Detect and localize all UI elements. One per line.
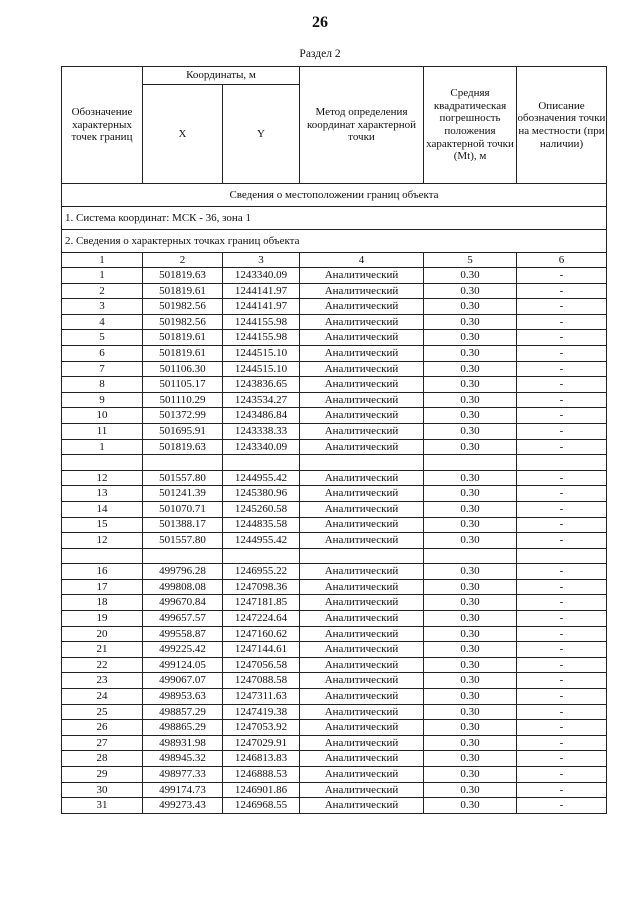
table-row xyxy=(62,486,607,502)
point-name-cell: 13 xyxy=(62,486,143,502)
y-cell: 1247056.58 xyxy=(223,657,300,673)
y-cell: 1244141.97 xyxy=(223,299,300,315)
table-row xyxy=(62,517,607,533)
description-cell: - xyxy=(517,673,607,689)
y-cell: 1247311.63 xyxy=(223,689,300,705)
point-name-cell: 10 xyxy=(62,408,143,424)
y-cell: 1246968.55 xyxy=(223,798,300,814)
table-row xyxy=(62,299,607,315)
table-body xyxy=(62,268,607,814)
y-cell: 1244155.98 xyxy=(223,314,300,330)
x-cell: 501819.63 xyxy=(143,268,223,284)
x-cell: 499796.28 xyxy=(143,564,223,580)
table-row xyxy=(62,782,607,798)
method-cell: Аналитический xyxy=(300,704,424,720)
boundary-points-table xyxy=(61,66,607,814)
accuracy-cell: 0.30 xyxy=(424,501,517,517)
accuracy-cell: 0.30 xyxy=(424,345,517,361)
description-cell: - xyxy=(517,533,607,549)
x-cell: 501241.39 xyxy=(143,486,223,502)
table-row xyxy=(62,798,607,814)
y-cell: 1243534.27 xyxy=(223,392,300,408)
blank-row xyxy=(62,548,607,564)
method-cell: Аналитический xyxy=(300,533,424,549)
point-name-cell: 24 xyxy=(62,689,143,705)
point-name-cell: 19 xyxy=(62,611,143,627)
point-name-cell: 11 xyxy=(62,423,143,439)
point-name-cell: 16 xyxy=(62,564,143,580)
x-cell: 499067.07 xyxy=(143,673,223,689)
empty-cell xyxy=(424,455,517,471)
point-name-cell: 26 xyxy=(62,720,143,736)
y-cell: 1247419.38 xyxy=(223,704,300,720)
method-cell: Аналитический xyxy=(300,439,424,455)
header-y: Y xyxy=(223,85,300,184)
accuracy-cell: 0.30 xyxy=(424,626,517,642)
table-row xyxy=(62,564,607,580)
table-row xyxy=(62,579,607,595)
method-cell: Аналитический xyxy=(300,767,424,783)
y-cell: 1247160.62 xyxy=(223,626,300,642)
accuracy-cell: 0.30 xyxy=(424,423,517,439)
x-cell: 499670.84 xyxy=(143,595,223,611)
accuracy-cell: 0.30 xyxy=(424,486,517,502)
method-cell: Аналитический xyxy=(300,564,424,580)
description-cell: - xyxy=(517,704,607,720)
accuracy-cell: 0.30 xyxy=(424,283,517,299)
table-row xyxy=(62,767,607,783)
accuracy-cell: 0.30 xyxy=(424,377,517,393)
method-cell: Аналитический xyxy=(300,470,424,486)
method-cell: Аналитический xyxy=(300,330,424,346)
method-cell: Аналитический xyxy=(300,486,424,502)
table-row xyxy=(62,501,607,517)
y-cell: 1246955.22 xyxy=(223,564,300,580)
table-row xyxy=(62,704,607,720)
table-title: Сведения о местоположении границ объекта xyxy=(62,184,607,207)
x-cell: 501070.71 xyxy=(143,501,223,517)
method-cell: Аналитический xyxy=(300,673,424,689)
x-cell: 501695.91 xyxy=(143,423,223,439)
method-cell: Аналитический xyxy=(300,782,424,798)
y-cell: 1244515.10 xyxy=(223,345,300,361)
point-name-cell: 12 xyxy=(62,470,143,486)
y-cell: 1247053.92 xyxy=(223,720,300,736)
x-cell: 499657.57 xyxy=(143,611,223,627)
point-name-cell: 31 xyxy=(62,798,143,814)
method-cell: Аналитический xyxy=(300,361,424,377)
method-cell: Аналитический xyxy=(300,408,424,424)
method-cell: Аналитический xyxy=(300,268,424,284)
x-cell: 501110.29 xyxy=(143,392,223,408)
description-cell: - xyxy=(517,486,607,502)
method-cell: Аналитический xyxy=(300,626,424,642)
coordinate-system: 1. Система координат: МСК - 36, зона 1 xyxy=(62,207,607,230)
x-cell: 501819.61 xyxy=(143,283,223,299)
accuracy-cell: 0.30 xyxy=(424,611,517,627)
x-cell: 499174.73 xyxy=(143,782,223,798)
description-cell: - xyxy=(517,626,607,642)
y-cell: 1247098.36 xyxy=(223,579,300,595)
point-name-cell: 3 xyxy=(62,299,143,315)
accuracy-cell: 0.30 xyxy=(424,657,517,673)
x-cell: 501557.80 xyxy=(143,533,223,549)
accuracy-cell: 0.30 xyxy=(424,439,517,455)
point-name-cell: 28 xyxy=(62,751,143,767)
x-cell: 501388.17 xyxy=(143,517,223,533)
accuracy-cell: 0.30 xyxy=(424,704,517,720)
x-cell: 499273.43 xyxy=(143,798,223,814)
description-cell: - xyxy=(517,689,607,705)
y-cell: 1243340.09 xyxy=(223,268,300,284)
accuracy-cell: 0.30 xyxy=(424,595,517,611)
point-name-cell: 15 xyxy=(62,517,143,533)
description-cell: - xyxy=(517,361,607,377)
method-cell: Аналитический xyxy=(300,377,424,393)
table-row xyxy=(62,377,607,393)
y-cell: 1244955.42 xyxy=(223,470,300,486)
method-cell: Аналитический xyxy=(300,595,424,611)
accuracy-cell: 0.30 xyxy=(424,798,517,814)
y-cell: 1245260.58 xyxy=(223,501,300,517)
point-name-cell: 9 xyxy=(62,392,143,408)
method-cell: Аналитический xyxy=(300,314,424,330)
description-cell: - xyxy=(517,470,607,486)
table-row xyxy=(62,533,607,549)
y-cell: 1247029.91 xyxy=(223,735,300,751)
description-cell: - xyxy=(517,657,607,673)
method-cell: Аналитический xyxy=(300,423,424,439)
table-row xyxy=(62,657,607,673)
empty-cell xyxy=(223,548,300,564)
header-coordinates: Координаты, м xyxy=(143,67,300,85)
point-name-cell: 14 xyxy=(62,501,143,517)
header-accuracy: Средняя квадратическая погрешность положения характерной точки (Mt), м xyxy=(424,67,517,184)
description-cell: - xyxy=(517,579,607,595)
description-cell: - xyxy=(517,798,607,814)
accuracy-cell: 0.30 xyxy=(424,689,517,705)
column-number: 3 xyxy=(223,253,300,268)
description-cell: - xyxy=(517,720,607,736)
column-number: 6 xyxy=(517,253,607,268)
y-cell: 1244155.98 xyxy=(223,330,300,346)
y-cell: 1244955.42 xyxy=(223,533,300,549)
description-cell: - xyxy=(517,595,607,611)
x-cell: 499124.05 xyxy=(143,657,223,673)
description-cell: - xyxy=(517,268,607,284)
accuracy-cell: 0.30 xyxy=(424,268,517,284)
x-cell: 498857.29 xyxy=(143,704,223,720)
y-cell: 1246888.53 xyxy=(223,767,300,783)
x-cell: 501982.56 xyxy=(143,299,223,315)
point-name-cell: 7 xyxy=(62,361,143,377)
y-cell: 1243486.84 xyxy=(223,408,300,424)
table-row xyxy=(62,720,607,736)
column-number: 4 xyxy=(300,253,424,268)
method-cell: Аналитический xyxy=(300,657,424,673)
accuracy-cell: 0.30 xyxy=(424,392,517,408)
x-cell: 501557.80 xyxy=(143,470,223,486)
point-name-cell: 5 xyxy=(62,330,143,346)
method-cell: Аналитический xyxy=(300,751,424,767)
x-cell: 501819.61 xyxy=(143,345,223,361)
point-name-cell: 21 xyxy=(62,642,143,658)
table-row xyxy=(62,626,607,642)
accuracy-cell: 0.30 xyxy=(424,314,517,330)
point-name-cell: 1 xyxy=(62,268,143,284)
x-cell: 499558.87 xyxy=(143,626,223,642)
point-name-cell: 8 xyxy=(62,377,143,393)
y-cell: 1247224.64 xyxy=(223,611,300,627)
empty-cell xyxy=(517,548,607,564)
method-cell: Аналитический xyxy=(300,611,424,627)
x-cell: 501105.17 xyxy=(143,377,223,393)
accuracy-cell: 0.30 xyxy=(424,408,517,424)
point-name-cell: 1 xyxy=(62,439,143,455)
point-name-cell: 20 xyxy=(62,626,143,642)
method-cell: Аналитический xyxy=(300,501,424,517)
description-cell: - xyxy=(517,642,607,658)
method-cell: Аналитический xyxy=(300,579,424,595)
method-cell: Аналитический xyxy=(300,689,424,705)
table-row xyxy=(62,392,607,408)
header-x: X xyxy=(143,85,223,184)
empty-cell xyxy=(143,455,223,471)
accuracy-cell: 0.30 xyxy=(424,299,517,315)
table-row xyxy=(62,611,607,627)
table-row xyxy=(62,361,607,377)
x-cell: 501372.99 xyxy=(143,408,223,424)
description-cell: - xyxy=(517,345,607,361)
accuracy-cell: 0.30 xyxy=(424,564,517,580)
method-cell: Аналитический xyxy=(300,642,424,658)
blank-row xyxy=(62,455,607,471)
table-row xyxy=(62,283,607,299)
description-cell: - xyxy=(517,408,607,424)
table-row xyxy=(62,345,607,361)
empty-cell xyxy=(62,548,143,564)
x-cell: 501819.61 xyxy=(143,330,223,346)
accuracy-cell: 0.30 xyxy=(424,517,517,533)
y-cell: 1243836.65 xyxy=(223,377,300,393)
accuracy-cell: 0.30 xyxy=(424,720,517,736)
method-cell: Аналитический xyxy=(300,345,424,361)
accuracy-cell: 0.30 xyxy=(424,751,517,767)
point-name-cell: 27 xyxy=(62,735,143,751)
method-cell: Аналитический xyxy=(300,798,424,814)
description-cell: - xyxy=(517,611,607,627)
y-cell: 1244141.97 xyxy=(223,283,300,299)
empty-cell xyxy=(517,455,607,471)
y-cell: 1246813.83 xyxy=(223,751,300,767)
table-row xyxy=(62,735,607,751)
method-cell: Аналитический xyxy=(300,283,424,299)
description-cell: - xyxy=(517,283,607,299)
accuracy-cell: 0.30 xyxy=(424,735,517,751)
description-cell: - xyxy=(517,517,607,533)
empty-cell xyxy=(424,548,517,564)
header-method: Метод определения координат характерной точки xyxy=(300,67,424,184)
point-name-cell: 22 xyxy=(62,657,143,673)
description-cell: - xyxy=(517,377,607,393)
table-row xyxy=(62,408,607,424)
point-name-cell: 2 xyxy=(62,283,143,299)
section-label: Раздел 2 xyxy=(299,48,341,60)
table-row xyxy=(62,673,607,689)
x-cell: 498945.32 xyxy=(143,751,223,767)
table-row xyxy=(62,470,607,486)
point-name-cell: 17 xyxy=(62,579,143,595)
y-cell: 1244515.10 xyxy=(223,361,300,377)
description-cell: - xyxy=(517,735,607,751)
x-cell: 498953.63 xyxy=(143,689,223,705)
x-cell: 499808.08 xyxy=(143,579,223,595)
table-row xyxy=(62,439,607,455)
empty-cell xyxy=(300,548,424,564)
y-cell: 1245380.96 xyxy=(223,486,300,502)
description-cell: - xyxy=(517,330,607,346)
description-cell: - xyxy=(517,767,607,783)
description-cell: - xyxy=(517,439,607,455)
accuracy-cell: 0.30 xyxy=(424,673,517,689)
x-cell: 498977.33 xyxy=(143,767,223,783)
y-cell: 1247088.58 xyxy=(223,673,300,689)
table-row xyxy=(62,689,607,705)
column-number: 5 xyxy=(424,253,517,268)
description-cell: - xyxy=(517,423,607,439)
method-cell: Аналитический xyxy=(300,720,424,736)
page-number: 26 xyxy=(312,14,328,31)
empty-cell xyxy=(143,548,223,564)
empty-cell xyxy=(223,455,300,471)
description-cell: - xyxy=(517,314,607,330)
points-heading: 2. Сведения о характерных точках границ объекта xyxy=(62,230,607,253)
accuracy-cell: 0.30 xyxy=(424,533,517,549)
table-row xyxy=(62,595,607,611)
column-number: 1 xyxy=(62,253,143,268)
x-cell: 499225.42 xyxy=(143,642,223,658)
x-cell: 501819.63 xyxy=(143,439,223,455)
method-cell: Аналитический xyxy=(300,517,424,533)
table-row xyxy=(62,423,607,439)
point-name-cell: 30 xyxy=(62,782,143,798)
description-cell: - xyxy=(517,782,607,798)
y-cell: 1247181.85 xyxy=(223,595,300,611)
table-row xyxy=(62,751,607,767)
x-cell: 498931.98 xyxy=(143,735,223,751)
method-cell: Аналитический xyxy=(300,299,424,315)
table-row xyxy=(62,330,607,346)
y-cell: 1243340.09 xyxy=(223,439,300,455)
description-cell: - xyxy=(517,299,607,315)
point-name-cell: 6 xyxy=(62,345,143,361)
description-cell: - xyxy=(517,564,607,580)
method-cell: Аналитический xyxy=(300,392,424,408)
y-cell: 1246901.86 xyxy=(223,782,300,798)
point-name-cell: 18 xyxy=(62,595,143,611)
accuracy-cell: 0.30 xyxy=(424,470,517,486)
table-row xyxy=(62,642,607,658)
y-cell: 1247144.61 xyxy=(223,642,300,658)
header-description: Описание обозначения точки на местности (при наличии) xyxy=(517,67,607,184)
description-cell: - xyxy=(517,392,607,408)
empty-cell xyxy=(300,455,424,471)
y-cell: 1244835.58 xyxy=(223,517,300,533)
y-cell: 1243338.33 xyxy=(223,423,300,439)
point-name-cell: 29 xyxy=(62,767,143,783)
point-name-cell: 4 xyxy=(62,314,143,330)
point-name-cell: 23 xyxy=(62,673,143,689)
description-cell: - xyxy=(517,751,607,767)
table-row xyxy=(62,268,607,284)
accuracy-cell: 0.30 xyxy=(424,782,517,798)
description-cell: - xyxy=(517,501,607,517)
accuracy-cell: 0.30 xyxy=(424,767,517,783)
column-number: 2 xyxy=(143,253,223,268)
x-cell: 498865.29 xyxy=(143,720,223,736)
x-cell: 501982.56 xyxy=(143,314,223,330)
x-cell: 501106.30 xyxy=(143,361,223,377)
accuracy-cell: 0.30 xyxy=(424,579,517,595)
header-point-name: Обозначение характерных точек границ xyxy=(62,67,143,184)
accuracy-cell: 0.30 xyxy=(424,642,517,658)
point-name-cell: 12 xyxy=(62,533,143,549)
table-row xyxy=(62,314,607,330)
method-cell: Аналитический xyxy=(300,735,424,751)
empty-cell xyxy=(62,455,143,471)
accuracy-cell: 0.30 xyxy=(424,361,517,377)
accuracy-cell: 0.30 xyxy=(424,330,517,346)
point-name-cell: 25 xyxy=(62,704,143,720)
